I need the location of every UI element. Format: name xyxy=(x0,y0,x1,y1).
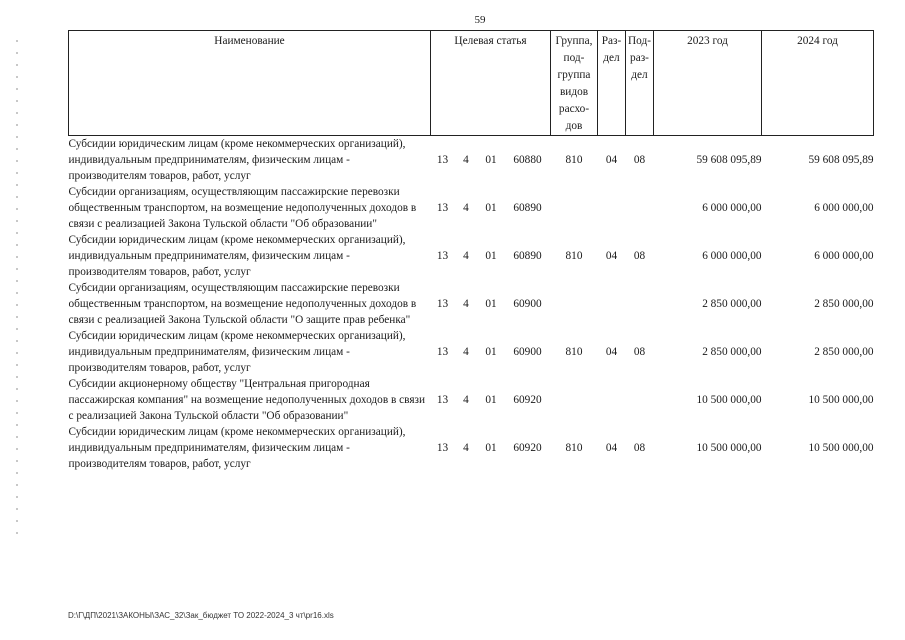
cell-name: Субсидии организациям, осуществляющим пассажирские перевозки общественным транспортом, на возмещение недополученных доходов в связи с реализацией Закона Тульской области "Об образовании" xyxy=(68,186,417,230)
cell-amount-2023: 6 000 000,00 xyxy=(702,250,762,262)
cell-subsection xyxy=(626,376,654,424)
cell-article-part-4: 60890 xyxy=(513,250,542,262)
cell-article-part-2: 4 xyxy=(463,154,469,166)
cell-article-part-4: 60900 xyxy=(513,346,542,358)
header-target-article: Целевая статья xyxy=(431,31,551,136)
cell-name: Субсидии юридическим лицам (кроме некоммерческих организаций), индивидуальным предпринимателям, физическим лицам - производителям товаров, работ, услуг xyxy=(68,138,406,182)
cell-section: 04 xyxy=(605,154,618,166)
cell-name: Субсидии юридическим лицам (кроме некоммерческих организаций), индивидуальным предпринимателям, физическим лицам - производителям товаров, работ, услуг xyxy=(68,234,406,278)
cell-section xyxy=(598,376,626,424)
cell-name: Субсидии организациям, осуществляющим пассажирские перевозки общественным транспортом, на возмещение недополученных доходов в связи с реализацией Закона Тульской области "О защите прав ребенка" xyxy=(68,282,417,326)
cell-section: 04 xyxy=(605,250,618,262)
cell-section xyxy=(598,280,626,328)
cell-amount-2024: 10 500 000,00 xyxy=(808,394,874,406)
table-row xyxy=(69,184,874,232)
cell-article-part-1: 13 xyxy=(436,202,449,214)
cell-article-part-3: 01 xyxy=(485,442,497,454)
budget-table xyxy=(68,30,874,472)
cell-article-part-4: 60920 xyxy=(513,394,542,406)
cell-article-part-1: 13 xyxy=(436,154,449,166)
cell-name: Субсидии акционерному обществу "Центральная пригородная пассажирская компания" на возмещение недополученных доходов в связи с реализацией Закона Тульской области "Об образовании" xyxy=(68,378,426,422)
cell-amount-2023: 10 500 000,00 xyxy=(696,442,762,454)
cell-amount-2023: 6 000 000,00 xyxy=(702,202,762,214)
cell-subsection xyxy=(626,280,654,328)
cell-amount-2023: 10 500 000,00 xyxy=(696,394,762,406)
cell-name: Субсидии юридическим лицам (кроме некоммерческих организаций), индивидуальным предпринимателям, физическим лицам - производителям товаров, работ, услуг xyxy=(68,426,406,470)
cell-article-part-1: 13 xyxy=(436,394,449,406)
cell-article-part-2: 4 xyxy=(463,346,469,358)
cell-amount-2023: 2 850 000,00 xyxy=(702,298,762,310)
cell-subsection: 08 xyxy=(633,442,646,454)
cell-article-part-1: 13 xyxy=(436,442,449,454)
cell-subsection: 08 xyxy=(633,250,646,262)
header-year-2023: 2023 год xyxy=(654,31,762,136)
cell-subsection: 08 xyxy=(633,346,646,358)
cell-expense-group xyxy=(551,376,598,424)
cell-article-part-1: 13 xyxy=(436,346,449,358)
table-row xyxy=(69,376,874,424)
cell-article-part-3: 01 xyxy=(485,154,497,166)
margin-marks xyxy=(16,40,18,540)
file-path-footer: D:\Г\ДП\2021\ЗАКОНЫ\ЗАС_32\Зак_бюджет ТО 2022-2024_3 чт\pr16.xls xyxy=(68,611,334,620)
cell-section xyxy=(598,184,626,232)
cell-article-part-3: 01 xyxy=(485,202,497,214)
header-subsection: Под- раз- дел xyxy=(626,31,654,136)
table-row xyxy=(69,232,874,280)
table-row xyxy=(69,328,874,376)
table-row xyxy=(69,424,874,472)
cell-subsection xyxy=(626,184,654,232)
cell-amount-2023: 59 608 095,89 xyxy=(696,154,762,166)
cell-amount-2024: 6 000 000,00 xyxy=(814,250,874,262)
cell-article-part-3: 01 xyxy=(485,298,497,310)
cell-section: 04 xyxy=(605,442,618,454)
cell-expense-group xyxy=(551,280,598,328)
cell-amount-2024: 2 850 000,00 xyxy=(814,346,874,358)
cell-section: 04 xyxy=(605,346,618,358)
cell-article-part-4: 60890 xyxy=(513,202,542,214)
cell-expense-group: 810 xyxy=(565,442,583,454)
cell-article-part-4: 60900 xyxy=(513,298,542,310)
cell-expense-group: 810 xyxy=(565,250,583,262)
cell-article-part-3: 01 xyxy=(485,394,497,406)
cell-amount-2024: 10 500 000,00 xyxy=(808,442,874,454)
cell-article-part-4: 60880 xyxy=(513,154,542,166)
cell-article-part-1: 13 xyxy=(436,298,449,310)
cell-article-part-1: 13 xyxy=(436,250,449,262)
header-name: Наименование xyxy=(69,31,431,136)
cell-amount-2024: 2 850 000,00 xyxy=(814,298,874,310)
cell-article-part-2: 4 xyxy=(463,394,469,406)
cell-article-part-3: 01 xyxy=(485,346,497,358)
table-header-row xyxy=(69,31,874,136)
cell-article-part-2: 4 xyxy=(463,442,469,454)
table-row xyxy=(69,280,874,328)
header-section: Раз- дел xyxy=(598,31,626,136)
cell-amount-2024: 59 608 095,89 xyxy=(808,154,874,166)
header-year-2024: 2024 год xyxy=(762,31,874,136)
cell-amount-2024: 6 000 000,00 xyxy=(814,202,874,214)
cell-article-part-2: 4 xyxy=(463,202,469,214)
cell-article-part-4: 60920 xyxy=(513,442,542,454)
cell-expense-group xyxy=(551,184,598,232)
table-row xyxy=(69,136,874,185)
cell-expense-group: 810 xyxy=(565,154,583,166)
cell-article-part-2: 4 xyxy=(463,298,469,310)
cell-subsection: 08 xyxy=(633,154,646,166)
cell-name: Субсидии юридическим лицам (кроме некоммерческих организаций), индивидуальным предпринимателям, физическим лицам - производителям товаров, работ, услуг xyxy=(68,330,406,374)
cell-amount-2023: 2 850 000,00 xyxy=(702,346,762,358)
page-number: 59 xyxy=(474,14,486,26)
cell-expense-group: 810 xyxy=(565,346,583,358)
cell-article-part-2: 4 xyxy=(463,250,469,262)
cell-article-part-3: 01 xyxy=(485,250,497,262)
header-group: Группа, под- группа видов расхо- дов xyxy=(551,31,598,136)
